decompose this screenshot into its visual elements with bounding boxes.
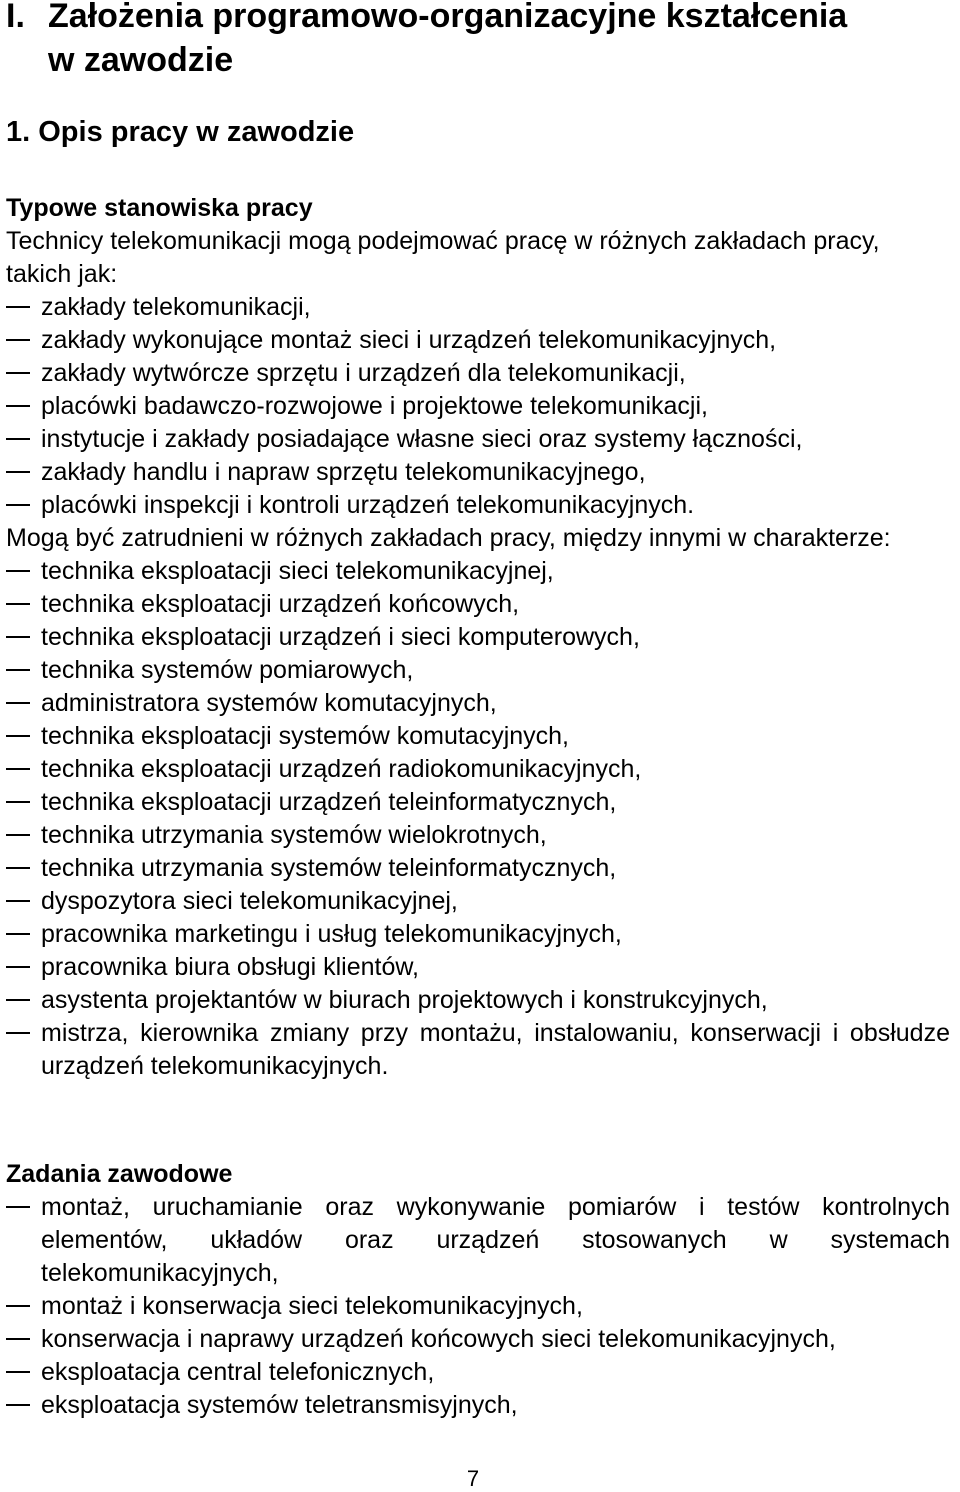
dash-bullet bbox=[6, 834, 30, 836]
dash-bullet bbox=[6, 1032, 30, 1034]
list-item-text: placówki badawczo-rozwojowe i projektowe telekomunikacji, bbox=[41, 392, 708, 420]
list-item bbox=[6, 555, 950, 588]
dash-bullet bbox=[6, 1305, 30, 1307]
dash-bullet bbox=[6, 372, 30, 374]
dash-bullet bbox=[6, 636, 30, 638]
list-item bbox=[6, 621, 950, 654]
tasks-section bbox=[6, 1158, 950, 1422]
list-item bbox=[6, 324, 950, 357]
list-item-text: instytucje i zakłady posiadające własne sieci oraz systemy łączności, bbox=[41, 425, 803, 453]
list-item bbox=[6, 423, 950, 456]
list-item-text: montaż i konserwacja sieci telekomunikacyjnych, bbox=[41, 1292, 583, 1320]
list-item-text: pracownika biura obsługi klientów, bbox=[41, 953, 419, 981]
list-item-text: technika eksploatacji urządzeń radiokomunikacyjnych, bbox=[41, 755, 642, 783]
roles-intro: Mogą być zatrudnieni w różnych zakładach pracy, między innymi w charakterze: bbox=[6, 524, 891, 552]
list-item bbox=[6, 390, 950, 423]
list-item bbox=[6, 357, 950, 390]
list-item bbox=[6, 1323, 950, 1356]
dash-bullet bbox=[6, 867, 30, 869]
list-item-text: technika systemów pomiarowych, bbox=[41, 656, 414, 684]
list-item-text: asystenta projektantów w biurach projektowych i konstrukcyjnych, bbox=[41, 986, 768, 1014]
list-item bbox=[6, 720, 950, 753]
list-item-text: technika utrzymania systemów wielokrotnych, bbox=[41, 821, 547, 849]
dash-bullet bbox=[6, 438, 30, 440]
list-item-text: technika eksploatacji urządzeń i sieci komputerowych, bbox=[41, 623, 640, 651]
list-item-text: konserwacja i naprawy urządzeń końcowych sieci telekomunikacyjnych, bbox=[41, 1325, 836, 1353]
dash-bullet bbox=[6, 669, 30, 671]
list-item-text: technika eksploatacji urządzeń teleinformatycznych, bbox=[41, 788, 617, 816]
workplaces-intro: Technicy telekomunikacji mogą podejmować pracę w różnych zakładach pracy, takich jak: bbox=[6, 227, 880, 288]
list-item-text: administratora systemów komutacyjnych, bbox=[41, 689, 497, 717]
list-item bbox=[6, 918, 950, 951]
list-item-text: eksploatacja central telefonicznych, bbox=[41, 1358, 435, 1386]
dash-bullet bbox=[6, 306, 30, 308]
list-item-text: zakłady wytwórcze sprzętu i urządzeń dla telekomunikacji, bbox=[41, 359, 686, 387]
dash-bullet bbox=[6, 966, 30, 968]
dash-bullet bbox=[6, 405, 30, 407]
list-item-text: dyspozytora sieci telekomunikacyjnej, bbox=[41, 887, 458, 915]
dash-bullet bbox=[6, 1371, 30, 1373]
workplaces-list bbox=[6, 291, 950, 522]
list-item bbox=[6, 1017, 950, 1083]
list-item bbox=[6, 852, 950, 885]
list-item bbox=[6, 687, 950, 720]
dash-bullet bbox=[6, 603, 30, 605]
chapter-title-line2: w zawodzie bbox=[48, 41, 234, 79]
list-item-text: zakłady handlu i napraw sprzętu telekomunikacyjnego, bbox=[41, 458, 646, 486]
dash-bullet bbox=[6, 339, 30, 341]
list-item bbox=[6, 588, 950, 621]
list-item-text: technika utrzymania systemów teleinformatycznych, bbox=[41, 854, 617, 882]
list-item-text: eksploatacja systemów teletransmisyjnych, bbox=[41, 1391, 518, 1419]
dash-bullet bbox=[6, 471, 30, 473]
workplaces-section bbox=[6, 192, 950, 1083]
dash-bullet bbox=[6, 570, 30, 572]
chapter-number: I. bbox=[6, 0, 25, 35]
dash-bullet bbox=[6, 768, 30, 770]
dash-bullet bbox=[6, 900, 30, 902]
list-item-text: zakłady wykonujące montaż sieci i urządzeń telekomunikacyjnych, bbox=[41, 326, 777, 354]
list-item-text: pracownika marketingu i usług telekomunikacyjnych, bbox=[41, 920, 622, 948]
list-item bbox=[6, 984, 950, 1017]
roles-list bbox=[6, 555, 950, 1083]
list-item bbox=[6, 291, 950, 324]
list-item bbox=[6, 1389, 950, 1422]
section-title: 1. Opis pracy w zawodzie bbox=[6, 116, 355, 148]
list-item bbox=[6, 654, 950, 687]
list-item-text: technika eksploatacji urządzeń końcowych, bbox=[41, 590, 520, 618]
list-item bbox=[6, 1191, 950, 1290]
list-item-text: mistrza, kierownika zmiany przy montażu, instalowaniu, konserwacji i obsłudze urządzeń telekomunikacyjnych. bbox=[41, 1019, 950, 1080]
tasks-list bbox=[6, 1191, 950, 1422]
workplaces-heading: Typowe stanowiska pracy bbox=[6, 194, 313, 222]
dash-bullet bbox=[6, 1338, 30, 1340]
dash-bullet bbox=[6, 933, 30, 935]
list-item-text: montaż, uruchamianie oraz wykonywanie pomiarów i testów kontrolnych elementów, układów oraz urządzeń stosowanych w systemach telekomunikacyjnych, bbox=[41, 1193, 950, 1287]
list-item bbox=[6, 951, 950, 984]
chapter-title-line1: Założenia programowo-organizacyjne kształcenia bbox=[48, 0, 848, 35]
list-item bbox=[6, 1356, 950, 1389]
list-item bbox=[6, 885, 950, 918]
page-number: 7 bbox=[466, 1466, 480, 1491]
dash-bullet bbox=[6, 702, 30, 704]
list-item bbox=[6, 489, 950, 522]
list-item bbox=[6, 753, 950, 786]
dash-bullet bbox=[6, 735, 30, 737]
dash-bullet bbox=[6, 1206, 30, 1208]
list-item-text: placówki inspekcji i kontroli urządzeń telekomunikacyjnych. bbox=[41, 491, 695, 519]
list-item-text: technika eksploatacji systemów komutacyjnych, bbox=[41, 722, 570, 750]
list-item bbox=[6, 456, 950, 489]
list-item-text: technika eksploatacji sieci telekomunikacyjnej, bbox=[41, 557, 554, 585]
dash-bullet bbox=[6, 504, 30, 506]
dash-bullet bbox=[6, 801, 30, 803]
tasks-heading: Zadania zawodowe bbox=[6, 1160, 233, 1188]
list-item-text: zakłady telekomunikacji, bbox=[41, 293, 311, 321]
dash-bullet bbox=[6, 999, 30, 1001]
chapter-title bbox=[6, 0, 956, 82]
list-item bbox=[6, 1290, 950, 1323]
list-item bbox=[6, 786, 950, 819]
dash-bullet bbox=[6, 1404, 30, 1406]
list-item bbox=[6, 819, 950, 852]
